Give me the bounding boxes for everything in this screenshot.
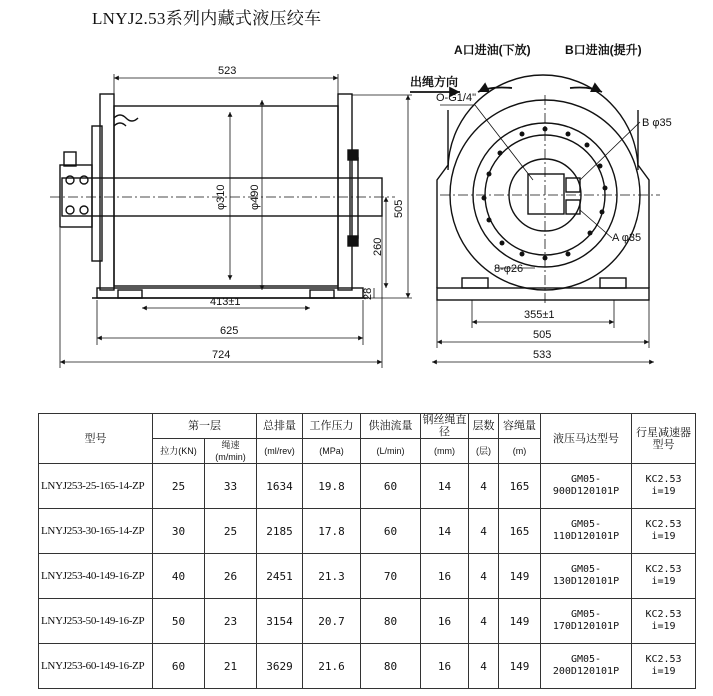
- dim-490: φ490: [249, 184, 261, 210]
- port-b-diameter: B φ35: [642, 117, 672, 129]
- port-b-label: B口进油(提升): [565, 43, 642, 57]
- header-first-layer: 第一层: [153, 414, 257, 439]
- thread-label: O-G1/4": [436, 92, 476, 104]
- table-row: LNYJ253-50-149-16-ZP 50 23 3154 20.7 80 16 4 149 GM05- 170D120101P KC2.53 i=19: [39, 599, 696, 644]
- dim-505-height: 505: [393, 199, 405, 218]
- header-layers-unit: (层): [469, 439, 499, 464]
- dim-310: φ310: [215, 184, 227, 210]
- rope-direction-label: 出绳方向: [410, 75, 459, 89]
- header-capacity: 容绳量: [499, 414, 541, 439]
- header-displacement: 总排量: [257, 414, 303, 439]
- dim-505-width: 505: [533, 329, 552, 341]
- header-flow: 供油流量: [361, 414, 421, 439]
- header-pressure: 工作压力: [303, 414, 361, 439]
- bolt-holes-label: 8-φ26: [494, 263, 524, 275]
- table-row: LNYJ253-30-165-14-ZP 30 25 2185 17.8 60 14 4 165 GM05- 110D120101P KC2.53 i=19: [39, 509, 696, 554]
- header-motor: 液压马达型号: [541, 414, 632, 464]
- header-pull: 拉力(KN): [153, 439, 205, 464]
- port-a-label: A口进油(下放): [454, 43, 531, 57]
- table-row: LNYJ253-40-149-16-ZP 40 26 2451 21.3 70 16 4 149 GM05- 130D120101P KC2.53 i=19: [39, 554, 696, 599]
- table-row: LNYJ253-60-149-16-ZP 60 21 3629 21.6 80 16 4 149 GM05- 200D120101P KC2.53 i=19: [39, 644, 696, 689]
- header-reducer: 行星减速器型号: [632, 414, 696, 464]
- port-a-diameter: A φ35: [612, 232, 642, 244]
- header-speed: 绳速 (m/min): [205, 439, 257, 464]
- header-displacement-unit: (ml/rev): [257, 439, 303, 464]
- dim-724: 724: [212, 349, 231, 361]
- dim-625: 625: [220, 325, 239, 337]
- spec-table: [38, 413, 696, 689]
- header-model: 型号: [39, 414, 153, 464]
- header-rope-unit: (mm): [421, 439, 469, 464]
- dim-28: 28: [362, 287, 374, 300]
- header-rope-diameter: 钢丝绳直径: [422, 414, 467, 438]
- header-pressure-unit: (MPa): [303, 439, 361, 464]
- motor-block: [60, 165, 92, 227]
- dim-533: 533: [533, 349, 552, 361]
- header-layers: 层数: [469, 414, 499, 439]
- dim-260: 260: [372, 237, 384, 256]
- front-view: [437, 75, 649, 300]
- dim-355: 355±1: [524, 309, 555, 321]
- dim-413: 413±1: [210, 296, 241, 308]
- dim-523: 523: [218, 65, 237, 77]
- header-flow-unit: (L/min): [361, 439, 421, 464]
- header-capacity-unit: (m): [499, 439, 541, 464]
- page-title: LNYJ2.53系列内藏式液压绞车: [92, 9, 322, 28]
- table-row: LNYJ253-25-165-14-ZP 25 33 1634 19.8 60 14 4 165 GM05- 900D120101P KC2.53 i=19: [39, 464, 696, 509]
